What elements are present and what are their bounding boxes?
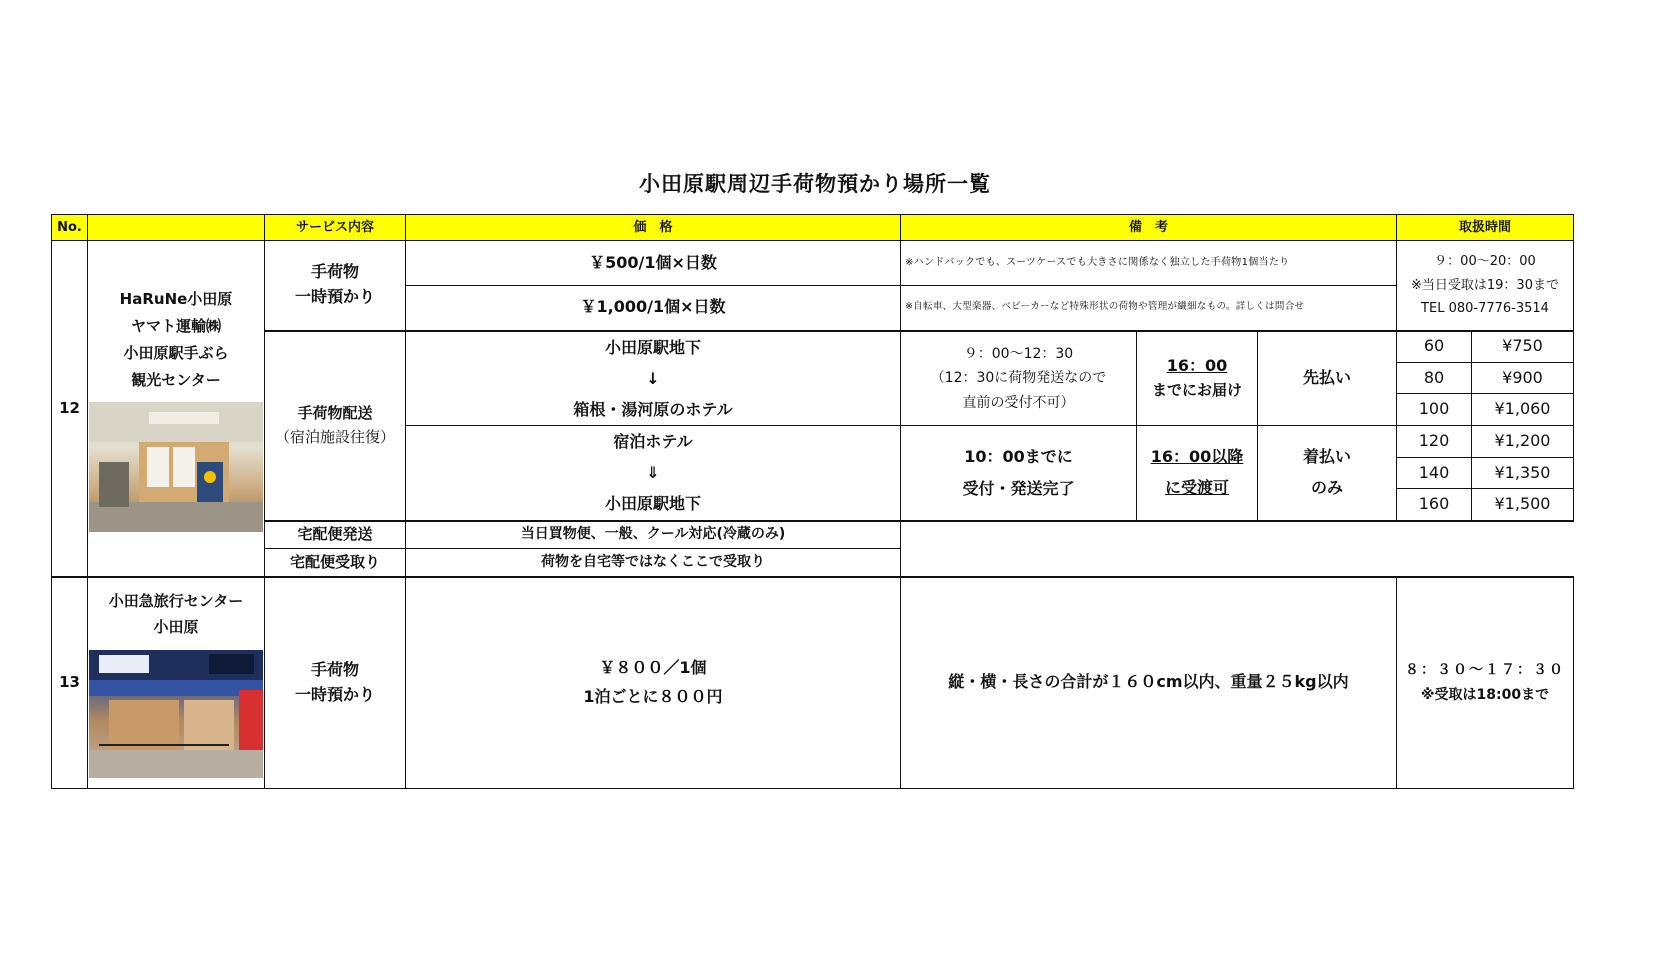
route-1-payment: 先払い (1258, 331, 1397, 426)
route-2-payment: 着払い のみ (1258, 426, 1397, 521)
route-2: 宿泊ホテル ⇓ 小田原駅地下 (406, 426, 901, 521)
arrow-down-icon: ↓ (646, 368, 660, 388)
travel-center-photo (89, 650, 263, 778)
storage-note-2: ※自転車、大型楽器、ベビーカーなど特殊形状の荷物や管理が繊細なもの。詳しくは問合せ (901, 286, 1397, 331)
size-price-cell: ¥750 (1472, 331, 1574, 363)
header-blank (88, 215, 265, 241)
table-row (52, 521, 1574, 549)
storage-price-2: ￥1,000/1個×日数 (406, 286, 901, 331)
location-name: HaRuNe小田原 ヤマト運輸㈱ 小田原駅手ぶら 観光センター (119, 290, 233, 390)
storage-service-13: 手荷物 一時預かり (265, 577, 406, 789)
size-price-cell: ¥1,350 (1472, 457, 1574, 489)
size-price-cell: ¥1,060 (1472, 394, 1574, 426)
store-photo (89, 402, 263, 532)
hours-13: ８：３０～１７：３０ ※受取は18:00まで (1397, 577, 1574, 789)
row-number: 13 (52, 577, 88, 789)
route-1-note: ９：00～12：30 （12：30に荷物発送なので 直前の受付不可） (901, 331, 1137, 426)
header-service: サービス内容 (265, 215, 406, 241)
size-cell: 120 (1397, 426, 1472, 458)
size-cell: 100 (1397, 394, 1472, 426)
takuhai-receive-service: 宅配便受取り (265, 549, 406, 577)
table-row (52, 241, 1574, 286)
route-2-note: 10：00までに 受付・発送完了 (901, 426, 1137, 521)
storage-hours: ９：00～20：00 ※当日受取は19：30まで TEL 080-7776-3514 (1397, 241, 1574, 331)
row-number: 12 (52, 241, 88, 577)
size-cell: 140 (1397, 457, 1472, 489)
double-arrow-down-icon: ⇓ (646, 463, 660, 483)
page-title: 小田原駅周辺手荷物預かり場所一覧 (639, 172, 991, 196)
table-row (52, 577, 1574, 789)
header-no: No. (52, 215, 88, 241)
route-1: 小田原駅地下 ↓ 箱根・湯河原のホテル (406, 331, 901, 426)
takuhai-receive-price: 荷物を自宅等ではなくここで受取り (406, 549, 901, 577)
route-1-delivery: 16：00 までにお届け (1137, 331, 1258, 426)
size-price-cell: ¥900 (1472, 362, 1574, 394)
header-hours: 取扱時間 (1397, 215, 1574, 241)
storage-note-1: ※ハンドバックでも、スーツケースでも大きさに関係なく独立した手荷物1個当たり (901, 241, 1397, 286)
size-cell: 80 (1397, 362, 1472, 394)
header-row (52, 215, 1574, 241)
location-name: 小田急旅行センター 小田原 (108, 591, 244, 636)
location-cell (88, 577, 265, 789)
location-cell (88, 241, 265, 577)
header-remarks: 備 考 (901, 215, 1397, 241)
size-price-cell: ¥1,500 (1472, 489, 1574, 521)
remarks-13: 縦・横・長さの合計が１６０cm以内、重量２５kg以内 (901, 577, 1397, 789)
route-2-delivery: 16：00以降 に受渡可 (1137, 426, 1258, 521)
size-price-cell: ¥1,200 (1472, 426, 1574, 458)
delivery-service: 手荷物配送 （宿泊施設往復） (265, 331, 406, 521)
size-cell: 60 (1397, 331, 1472, 363)
takuhai-send-price: 当日買物便、一般、クール対応(冷蔵のみ) (406, 521, 901, 549)
storage-service: 手荷物 一時預かり (265, 241, 406, 331)
header-price: 価 格 (406, 215, 901, 241)
storage-price-1: ￥500/1個×日数 (406, 241, 901, 286)
takuhai-send-service: 宅配便発送 (265, 521, 406, 549)
price-13: ￥８００／1個 1泊ごとに８００円 (406, 577, 901, 789)
table-row (52, 331, 1574, 363)
empty-cell (901, 521, 1574, 577)
luggage-table (51, 214, 1574, 789)
size-cell: 160 (1397, 489, 1472, 521)
